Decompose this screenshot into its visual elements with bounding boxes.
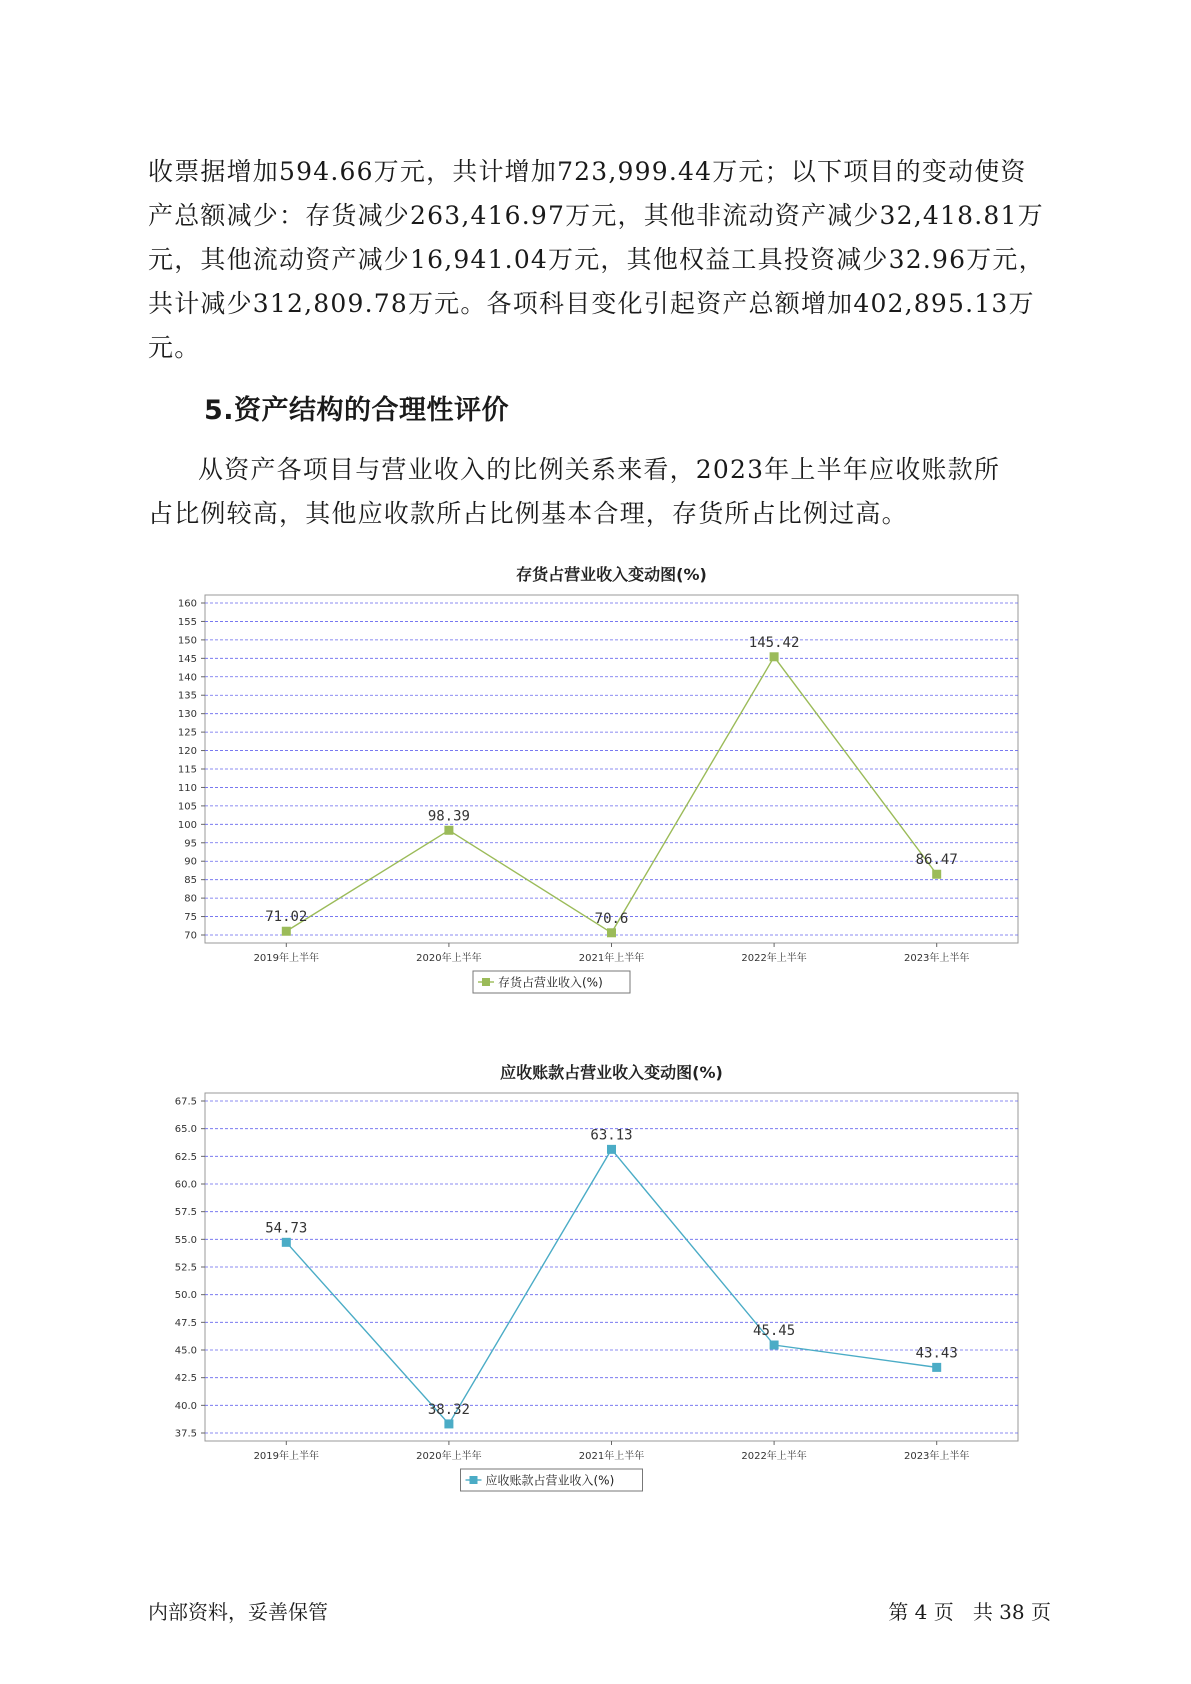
y-tick-label: 70 [184,930,197,942]
data-label: 54.73 [265,1220,308,1237]
receivables-ratio-chart-svg [150,1058,1050,1518]
data-label: 45.45 [753,1323,796,1340]
x-tick-label: 2023年上半年 [903,1451,970,1462]
y-tick-label: 57.5 [174,1207,197,1219]
data-label: 145.42 [748,634,800,651]
chart-legend [473,971,630,993]
data-point [282,1238,291,1247]
legend-marker [482,978,490,986]
data-point [770,652,779,661]
y-tick-label: 160 [177,598,197,610]
y-tick-label: 95 [184,838,197,850]
y-tick-label: 145 [177,653,197,665]
receivables-ratio-chart [150,1058,1050,1518]
x-tick-label: 2020年上半年 [416,1451,482,1462]
footer-confidential-note: 内部资料，妥善保管 [148,1600,328,1624]
y-tick-label: 150 [177,635,197,647]
data-label: 70.6 [594,910,629,927]
y-tick-label: 130 [177,709,197,721]
y-tick-label: 60.0 [174,1179,197,1191]
paragraph-line: 元，其他流动资产减少16,941.04万元，其他权益工具投资减少32.96万元， [148,245,1045,274]
paragraph-line: 占比例较高，其他应收款所占比例基本合理，存货所占比例过高。 [148,499,908,528]
data-label: 98.39 [427,808,470,825]
x-tick-label: 2022年上半年 [741,1451,807,1462]
footer-page-number: 第 4 页 共 38 页 [888,1600,1051,1624]
data-point [932,870,941,879]
chart-legend [461,1469,643,1491]
y-tick-label: 42.5 [174,1373,197,1385]
data-point [770,1341,779,1350]
y-tick-label: 45.0 [174,1345,197,1357]
chart-title: 存货占营业收入变动图(%) [516,565,707,584]
data-point [444,826,453,835]
y-tick-label: 55.0 [174,1234,197,1246]
y-tick-label: 40.0 [174,1400,197,1412]
y-tick-label: 67.5 [174,1096,197,1108]
y-tick-label: 37.5 [174,1428,197,1440]
y-tick-label: 115 [177,764,197,776]
section-heading: 5.资产结构的合理性评价 [204,395,510,426]
legend-label: 存货占营业收入(%) [498,975,603,990]
x-tick-label: 2019年上半年 [253,953,320,964]
data-point [607,928,616,937]
y-tick-label: 90 [184,856,197,868]
y-tick-label: 65.0 [174,1124,197,1136]
data-label: 86.47 [915,852,958,869]
y-tick-label: 75 [184,912,197,924]
y-tick-label: 80 [184,893,197,905]
paragraph-line: 收票据增加594.66万元，共计增加723,999.44万元；以下项目的变动使资 [148,157,1027,186]
paragraph-line: 共计减少312,809.78万元。各项科目变化引起资产总额增加402,895.13万 [148,289,1035,318]
x-tick-label: 2020年上半年 [416,953,482,964]
data-point [444,1419,453,1428]
legend-label: 应收账款占营业收入(%) [485,1473,615,1488]
chart-title: 应收账款占营业收入变动图(%) [500,1063,723,1082]
x-tick-label: 2021年上半年 [578,953,645,964]
y-tick-label: 120 [177,746,197,758]
y-tick-label: 105 [177,801,197,813]
data-label: 43.43 [915,1345,958,1362]
y-tick-label: 52.5 [174,1262,197,1274]
inventory-ratio-chart [150,560,1050,1020]
y-tick-label: 135 [177,690,197,702]
paragraph-asset-changes [148,150,1048,370]
y-tick-label: 100 [177,819,197,831]
y-tick-label: 125 [177,727,197,739]
y-tick-label: 140 [177,672,197,684]
y-tick-label: 50.0 [174,1290,197,1302]
x-tick-label: 2021年上半年 [578,1451,645,1462]
data-label: 63.13 [590,1127,633,1144]
paragraph-structure-evaluation [148,448,1048,536]
y-tick-label: 110 [177,782,197,794]
paragraph-line: 从资产各项目与营业收入的比例关系来看，2023年上半年应收账款所 [198,455,1001,484]
data-point [282,927,291,936]
x-tick-label: 2023年上半年 [903,953,970,964]
data-label: 71.02 [265,909,308,926]
paragraph-line: 产总额减少：存货减少263,416.97万元，其他非流动资产减少32,418.81万 [148,201,1044,230]
legend-marker [470,1476,478,1484]
y-tick-label: 47.5 [174,1317,197,1329]
y-tick-label: 85 [184,875,197,887]
data-label: 38.32 [427,1401,470,1418]
inventory-ratio-chart-svg [150,560,1050,1020]
data-point [932,1363,941,1372]
y-tick-label: 62.5 [174,1151,197,1163]
x-tick-label: 2019年上半年 [253,1451,320,1462]
y-tick-label: 155 [177,616,197,628]
data-point [607,1145,616,1154]
paragraph-line: 元。 [148,333,201,362]
x-tick-label: 2022年上半年 [741,953,807,964]
